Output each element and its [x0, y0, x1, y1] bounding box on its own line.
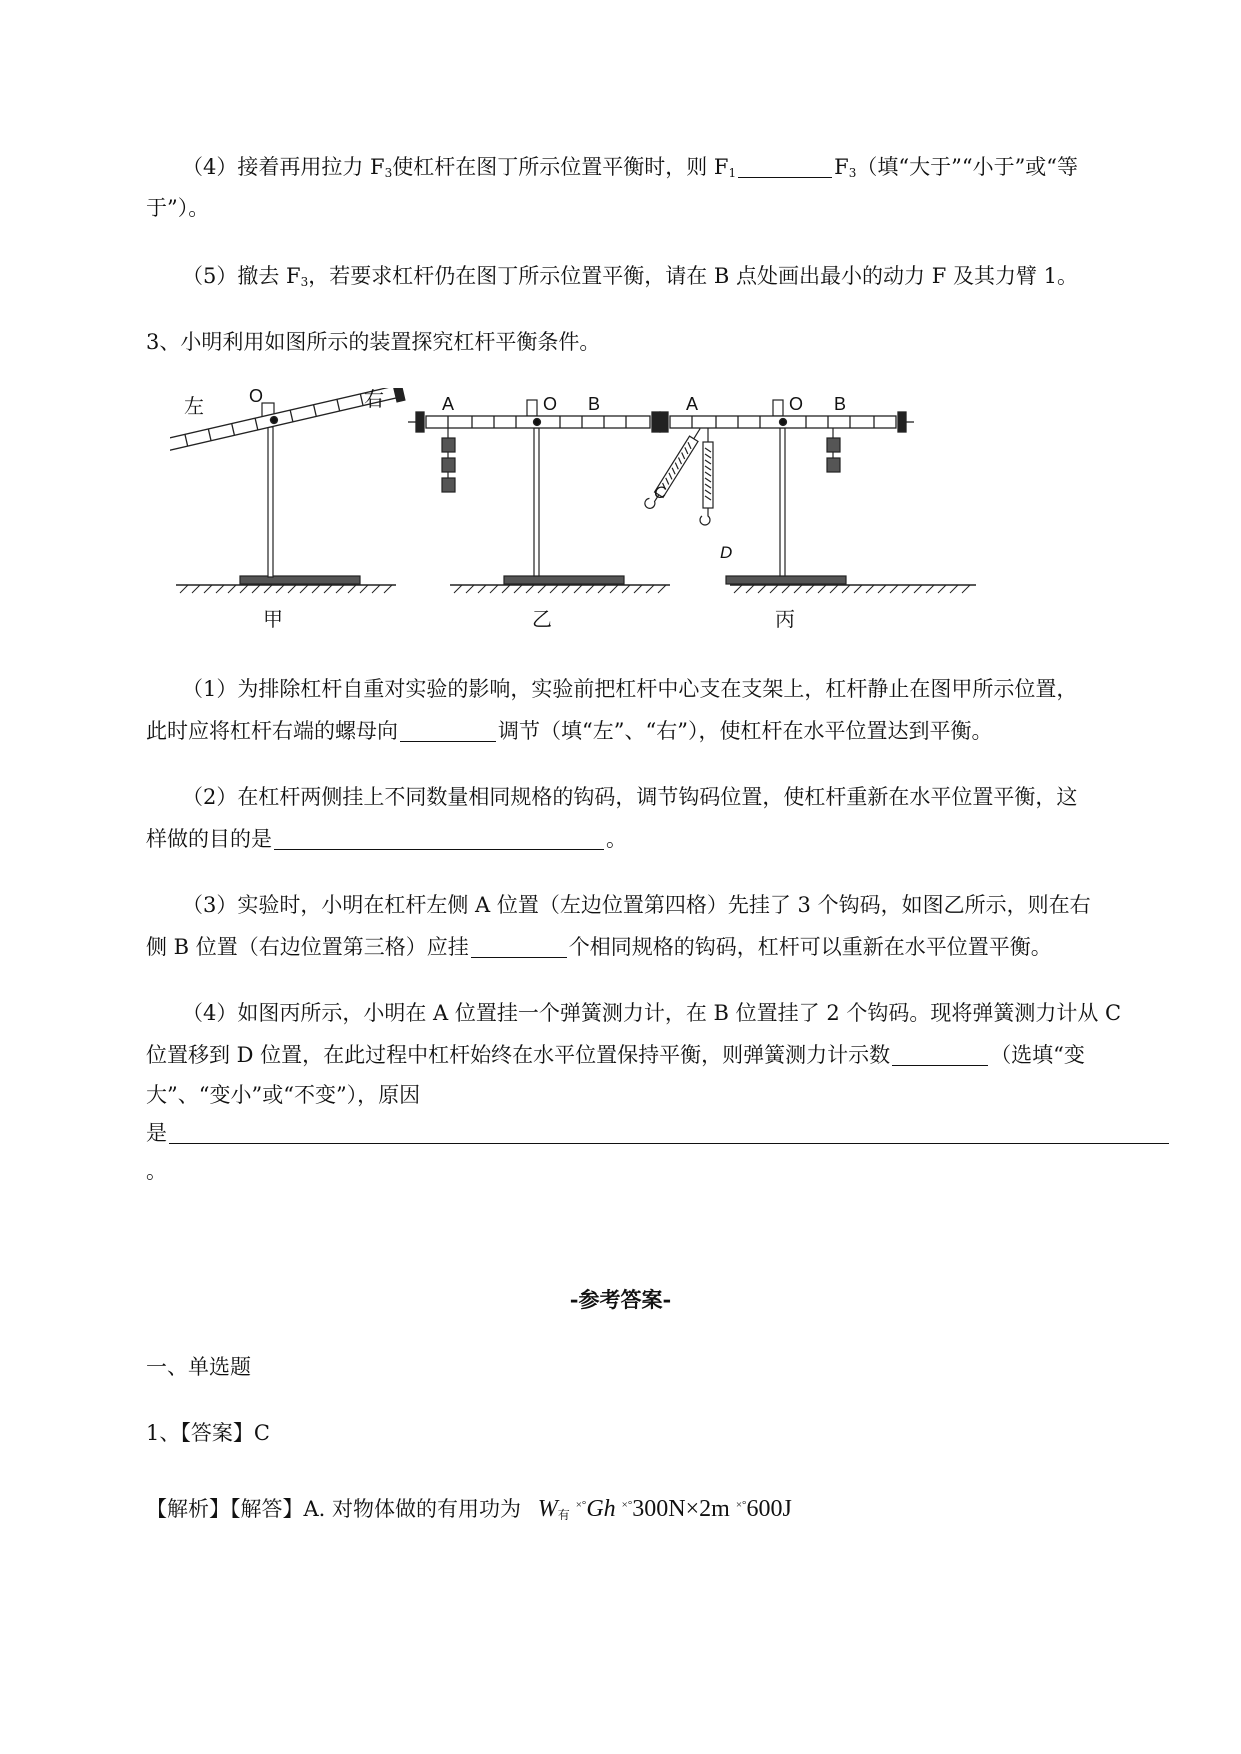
bing-a-label: A	[686, 394, 699, 414]
q3-intro: 3、小明利用如图所示的装置探究杠杆平衡条件。	[146, 330, 601, 354]
q3-part2-line2: 样做的目的是 。	[146, 827, 627, 851]
q3-part2-line1: （2）在杠杆两侧挂上不同数量相同规格的钩码，调节钩码位置，使杠杆重新在水平位置平衡，这	[182, 785, 1078, 809]
bing-b-label: B	[834, 394, 847, 414]
q3-part1-line2: 此时应将杠杆右端的螺母向 调节（填“左”、“右”），使杠杆在水平位置达到平衡。	[146, 719, 993, 743]
bing-o-label: O	[789, 394, 804, 414]
bing-weights	[827, 428, 840, 472]
yi-a-label: A	[442, 394, 455, 414]
lever-experiment-figure	[170, 388, 1010, 638]
jia-caption: 甲	[263, 609, 283, 631]
answer-q1: 1、【答案】C	[146, 1421, 270, 1445]
yi-hook-weights	[442, 428, 455, 492]
yi-b-label: B	[588, 394, 601, 414]
jia-right-label: 右	[364, 389, 384, 411]
q2-part4-line1: （4）接着再用拉力 $F_3$使杠杆在图丁所示位置平衡时，则 $F_1$ $F_3$（填“大于”“小于”或“等	[182, 155, 1079, 180]
q3-part4-end: 。	[146, 1159, 167, 1183]
q2-part5: （5）撤去 $F_3$，若要求杠杆仍在图丁所示位置平衡，请在 B 点处画出最小的动力 F 及其力臂 1。	[182, 264, 1078, 289]
q3-part4-line3: 大”、“变小”或“不变”），原因	[146, 1083, 421, 1107]
yi-caption: 乙	[532, 609, 552, 631]
answer-blank[interactable]	[471, 935, 567, 958]
bing-caption: 丙	[775, 609, 795, 631]
analysis-line: 【解析】【解答】A. 对物体做的有用功为 $W_有$ ×°Gh ×°300N×2m ×°600J	[146, 1496, 792, 1522]
q3-part4-line1: （4）如图丙所示，小明在 A 位置挂一个弹簧测力计，在 B 位置挂了 2 个钩码。现将弹簧测力计从 C	[182, 1001, 1122, 1025]
answer-blank[interactable]	[892, 1043, 988, 1066]
q3-part4-line2: 位置移到 D 位置，在此过程中杠杆始终在水平位置保持平衡，则弹簧测力计示数 （选填“变	[146, 1043, 1085, 1067]
answer-blank[interactable]	[400, 719, 496, 742]
answer-blank-long[interactable]	[169, 1121, 1169, 1144]
answer-blank[interactable]	[274, 827, 604, 850]
formula: $W_有$ ×°Gh ×°300N×2m ×°600J	[537, 1496, 792, 1522]
jia-o-label: O	[249, 388, 264, 406]
section-title: 一、单选题	[146, 1355, 251, 1379]
bing-d-label: D	[720, 543, 733, 562]
q3-part1-line1: （1）为排除杠杆自重对实验的影响，实验前把杠杆中心支在支架上，杠杆静止在图甲所示位置，	[182, 677, 1078, 701]
q3-part3-line1: （3）实验时，小明在杠杆左侧 A 位置（左边位置第四格）先挂了 3 个钩码，如图乙所示，则在右	[182, 893, 1091, 917]
q2-part4-line2: 于”）。	[146, 196, 210, 220]
q3-part3-line2: 侧 B 位置（右边位置第三格）应挂 个相同规格的钩码，杠杆可以重新在水平位置平衡。	[146, 935, 1052, 959]
bing-c-label: C	[654, 483, 667, 502]
jia-left-label: 左	[184, 396, 204, 418]
yi-o-label: O	[543, 394, 558, 414]
q3-part4-line4: 是	[146, 1118, 1171, 1148]
bing-spring-scales	[643, 424, 713, 525]
answers-heading: -参考答案-	[569, 1287, 672, 1312]
answer-blank[interactable]	[738, 155, 832, 178]
